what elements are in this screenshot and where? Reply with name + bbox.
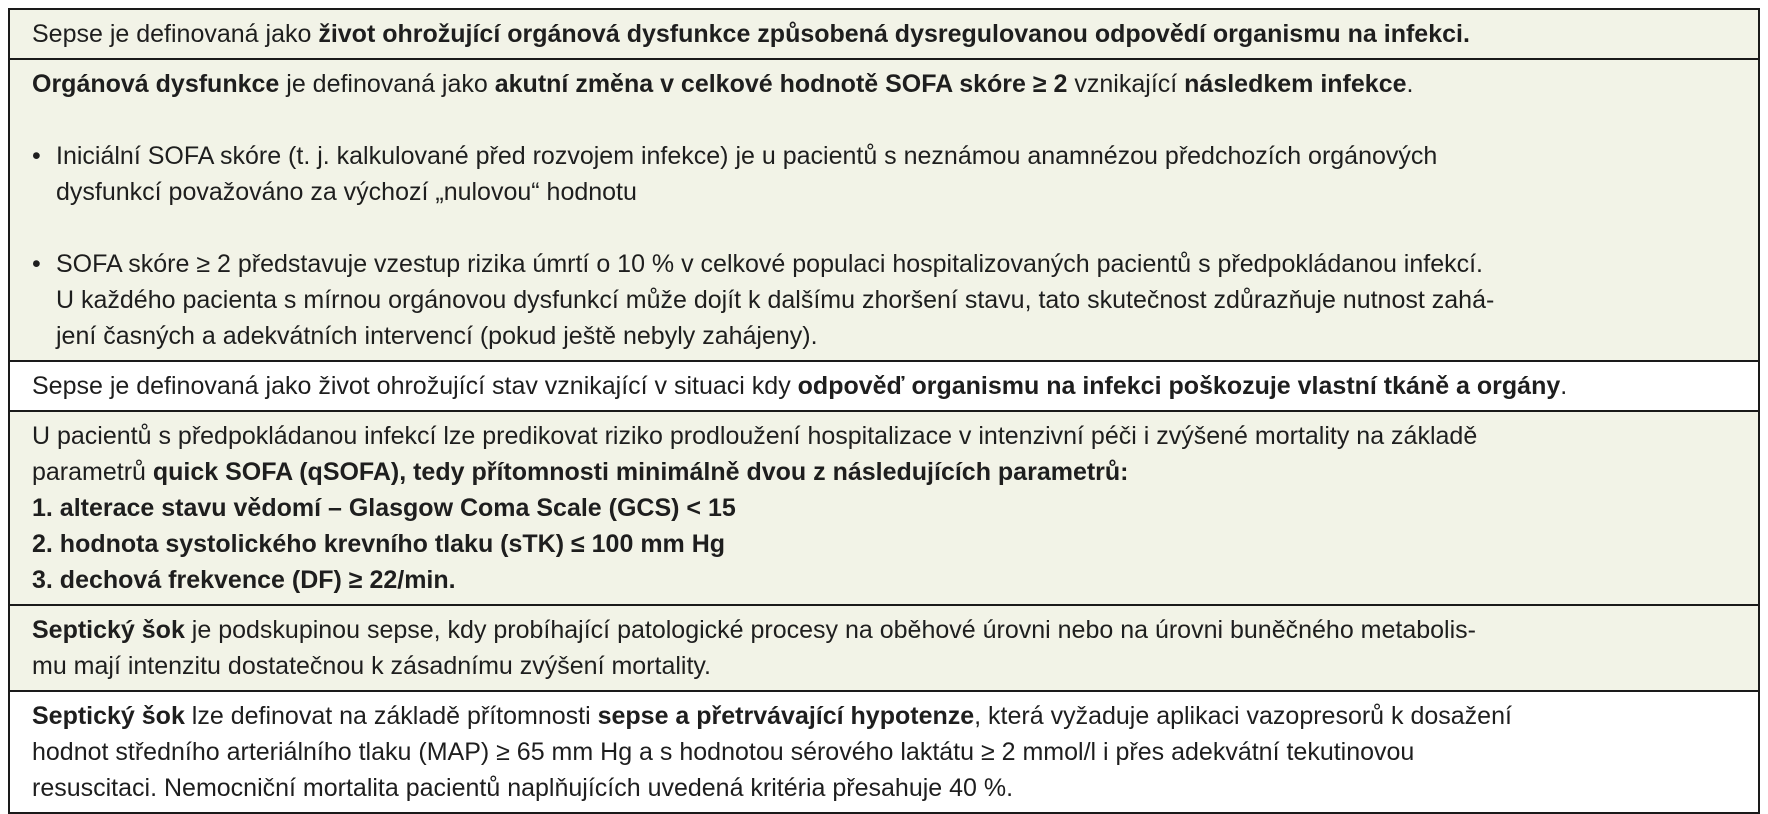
text-segment: . <box>1560 372 1568 400</box>
spacer <box>32 210 1734 246</box>
bold-segment: akutní změna v celkové hodnotě SOFA skóre ≥ 2 <box>494 70 1068 98</box>
septic-shock-criteria-line <box>32 698 1734 734</box>
bullet-item-sofa-risk <box>32 246 1734 354</box>
text-segment: , která vyžaduje aplikaci vazopresorů k dosažení <box>974 702 1512 730</box>
row-qsofa <box>10 410 1758 604</box>
text-segment: lze definovat na základě přítomnosti <box>184 702 598 730</box>
bold-segment: následkem infekce <box>1184 70 1407 98</box>
sepsis-definition-text <box>32 16 1734 52</box>
qsofa-criterion <box>32 526 1734 562</box>
bullet-icon: • <box>32 250 41 278</box>
bullet-line: Iniciální SOFA skóre (t. j. kalkulované před rozvojem infekce) je u pacientů s neznámou anamnézou předchozích orgánových <box>56 142 1438 170</box>
septic-shock-line: mu mají intenzitu dostatečnou k zásadnímu zvýšení mortality. <box>32 652 712 680</box>
bullet-line: U každého pacienta s mírnou orgánovou dysfunkcí může dojít k dalšímu zhoršení stavu, tato skutečnost zdůrazňuje nutnost zahá- <box>56 286 1495 314</box>
bold-segment: 1. alterace stavu vědomí – Glasgow Coma Scale (GCS) < 15 <box>32 494 736 522</box>
bullet-line: SOFA skóre ≥ 2 představuje vzestup rizika úmrtí o 10 % v celkové populaci hospitalizovaných pacientů s předpokládanou infekcí. <box>56 250 1483 278</box>
row-septic-shock-definition <box>10 604 1758 690</box>
text-segment: je definovaná jako <box>279 70 495 98</box>
bold-segment: sepse a přetrvávající hypotenze <box>597 702 975 730</box>
qsofa-intro-line: U pacientů s předpokládanou infekcí lze predikovat riziko prodloužení hospitalizace v intenzivní péči i zvýšené mortality na základě <box>32 422 1478 450</box>
definitions-table <box>8 8 1760 814</box>
row-sepsis-definition <box>10 10 1758 58</box>
bullet-line: jení časných a adekvátních intervencí (pokud ještě nebyly zahájeny). <box>56 322 818 350</box>
text-segment: je podskupinou sepse, kdy probíhající patologické procesy na oběhové úrovni nebo na úrovni buněčného metabolis- <box>184 616 1476 644</box>
spacer <box>32 102 1734 138</box>
bold-segment: Septický šok <box>32 616 185 644</box>
bold-segment: Orgánová dysfunkce <box>32 70 280 98</box>
septic-shock-line <box>32 612 1734 648</box>
bold-segment: odpověď organismu na infekci poškozuje vlastní tkáně a orgány <box>797 372 1561 400</box>
text-segment: parametrů <box>32 458 153 486</box>
bullet-body <box>56 138 1734 210</box>
qsofa-intro-line <box>32 454 1734 490</box>
row-organ-dysfunction <box>10 58 1758 360</box>
bullet-body <box>56 246 1734 354</box>
row-septic-shock-criteria <box>10 690 1758 812</box>
row-sepsis-alt-definition <box>10 360 1758 410</box>
organ-dysfunction-definition <box>32 66 1734 102</box>
bold-segment: Septický šok <box>32 702 185 730</box>
septic-shock-criteria-line: resuscitaci. Nemocniční mortalita pacientů naplňujících uvedená kritéria přesahuje 40 %. <box>32 774 1014 802</box>
bullet-item-initial-sofa <box>32 138 1734 210</box>
text-segment: Sepse je definovaná jako <box>32 20 319 48</box>
septic-shock-criteria-line: hodnot středního arteriálního tlaku (MAP) ≥ 65 mm Hg a s hodnotou sérového laktátu ≥ 2 mmol/l i přes adekvátní tekutinovou <box>32 738 1415 766</box>
bold-segment: život ohrožující orgánová dysfunkce způsobená dysregulovanou odpovědí organismu na infekci. <box>318 20 1470 48</box>
sepsis-alt-definition-text <box>32 368 1734 404</box>
qsofa-criterion <box>32 562 1734 598</box>
bullet-line: dysfunkcí považováno za výchozí „nulovou“ hodnotu <box>56 178 637 206</box>
text-segment: Sepse je definovaná jako život ohrožující stav vznikající v situaci kdy <box>32 372 798 400</box>
text-segment: vznikající <box>1067 70 1185 98</box>
text-segment: . <box>1406 70 1414 98</box>
bold-segment: 3. dechová frekvence (DF) ≥ 22/min. <box>32 566 456 594</box>
bold-segment: quick SOFA (qSOFA), tedy přítomnosti minimálně dvou z následujících parametrů: <box>152 458 1129 486</box>
qsofa-criterion <box>32 490 1734 526</box>
bullet-icon: • <box>32 142 41 170</box>
bold-segment: 2. hodnota systolického krevního tlaku (sTK) ≤ 100 mm Hg <box>32 530 726 558</box>
